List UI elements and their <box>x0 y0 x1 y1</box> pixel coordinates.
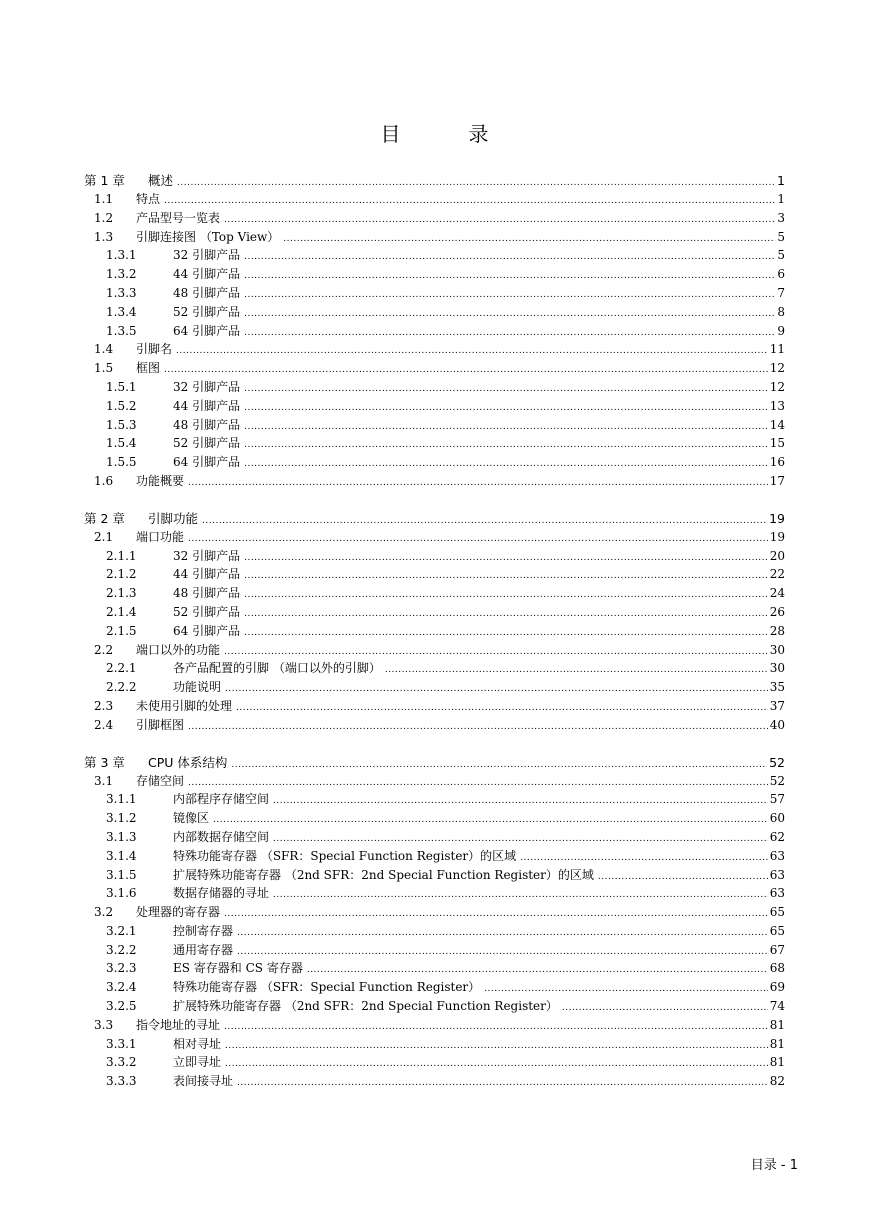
toc-entry-title[interactable]: 立即寻址 <box>173 1055 222 1070</box>
toc-entry-title[interactable]: 52 引脚产品 <box>173 304 241 319</box>
toc-entry-line <box>173 884 785 905</box>
toc-entry-number: 3.1.2 <box>106 811 137 826</box>
toc-entry-line <box>173 1053 785 1074</box>
toc-entry-title[interactable]: 扩展特殊功能寄存器 （2nd SFR：2nd Special Function Register） <box>173 999 558 1014</box>
toc-entry-title[interactable]: 52 引脚产品 <box>173 604 241 619</box>
toc-entry-number: 3.1.1 <box>106 792 137 807</box>
toc-entry-number: 3.3.1 <box>106 1036 137 1051</box>
toc-entry-number: 3.1.4 <box>106 848 137 863</box>
toc-entry-line <box>173 997 785 1018</box>
toc-entry-page-number[interactable]: 63 <box>769 867 785 882</box>
toc-entry-line <box>136 528 785 549</box>
toc-entry-number: 3.2.5 <box>106 999 137 1014</box>
toc-entry-title[interactable]: 功能概要 <box>136 473 185 488</box>
toc-entry-line <box>173 866 785 887</box>
toc-entry-page-number[interactable]: 82 <box>769 1074 785 1089</box>
toc-entry-page-number[interactable]: 35 <box>769 680 785 695</box>
table-of-contents <box>84 171 785 1091</box>
toc-entry-line <box>173 678 785 699</box>
toc-entry-number: 第 2 章 <box>84 510 125 526</box>
toc-entry-line <box>136 697 785 718</box>
toc-entry-line <box>173 1035 785 1056</box>
toc-entry-number: 2.4 <box>94 717 114 732</box>
toc-entry-number: 1.5 <box>94 361 114 376</box>
toc-entry-page-number[interactable]: 20 <box>769 548 785 563</box>
toc-entry-line <box>173 584 785 605</box>
toc-entry-title[interactable]: 表间接寻址 <box>173 1074 234 1089</box>
section-gap <box>84 491 785 509</box>
page-title: 目 录 <box>380 122 513 146</box>
toc-entry[interactable] <box>84 1035 785 1054</box>
toc-entry-number: 1.2 <box>94 210 114 225</box>
toc-entry-line <box>136 209 785 230</box>
toc-entry[interactable] <box>84 378 785 397</box>
toc-entry-title[interactable]: 通用寄存器 <box>173 942 234 957</box>
toc-entry-number: 1.5.2 <box>106 398 137 413</box>
toc-entry-title[interactable]: 未使用引脚的处理 <box>136 698 233 713</box>
toc-entry-line <box>173 378 785 399</box>
page-footer: 目录 - 1 <box>750 1158 798 1173</box>
toc-entry-page-number[interactable]: 52 <box>769 773 785 788</box>
toc-entry-title[interactable]: 44 引脚产品 <box>173 398 241 413</box>
toc-entry-page-number[interactable]: 12 <box>769 361 785 376</box>
toc-entry-title[interactable]: 32 引脚产品 <box>173 248 241 263</box>
toc-entry[interactable] <box>84 528 785 547</box>
toc-entry-number: 2.2.2 <box>106 680 137 695</box>
toc-entry-line <box>173 959 785 980</box>
toc-entry-page-number[interactable]: 19 <box>769 510 785 526</box>
toc-entry[interactable] <box>84 697 785 716</box>
toc-entry-line <box>136 472 785 493</box>
toc-entry[interactable] <box>84 847 785 866</box>
toc-entry-page-number[interactable]: 5 <box>777 248 785 263</box>
toc-entry-number: 2.2.1 <box>106 661 137 676</box>
toc-entry-title[interactable]: 控制寄存器 <box>173 923 234 938</box>
toc-entry-number: 3.1 <box>94 773 114 788</box>
toc-entry-page-number[interactable]: 30 <box>769 642 785 657</box>
toc-entry-number: 3.1.6 <box>106 886 137 901</box>
toc-entry-title[interactable]: 相对寻址 <box>173 1036 222 1051</box>
toc-entry-number: 1.3.1 <box>106 248 137 263</box>
toc-entry-number: 2.1.4 <box>106 604 137 619</box>
toc-entry[interactable] <box>84 978 785 997</box>
toc-entry-page-number[interactable]: 40 <box>769 717 785 732</box>
toc-entry-page-number[interactable]: 9 <box>777 323 785 338</box>
toc-entry-page-number[interactable]: 30 <box>769 661 785 676</box>
toc-entry-number: 3.1.3 <box>106 829 137 844</box>
toc-entry-title[interactable]: 各产品配置的引脚 （端口以外的引脚） <box>173 661 381 676</box>
toc-entry-title[interactable]: 特殊功能寄存器 （SFR：Special Function Register）的区域 <box>173 848 517 863</box>
toc-entry[interactable] <box>84 790 785 809</box>
toc-entry-title[interactable]: 框图 <box>136 361 161 376</box>
toc-entry-line <box>173 978 785 999</box>
toc-entry-number: 2.1.3 <box>106 586 137 601</box>
toc-entry-line <box>173 246 785 267</box>
toc-entry-number: 1.5.5 <box>106 455 137 470</box>
toc-entry-page-number[interactable]: 24 <box>769 586 785 601</box>
toc-entry-title[interactable]: 产品型号一览表 <box>136 210 221 225</box>
toc-entry-page-number[interactable]: 13 <box>769 398 785 413</box>
toc-entry-number: 1.5.1 <box>106 379 137 394</box>
toc-entry-title[interactable]: 引脚框图 <box>136 717 185 732</box>
toc-entry-page-number[interactable]: 74 <box>769 999 785 1014</box>
toc-entry-page-number[interactable]: 37 <box>769 698 785 713</box>
toc-entry[interactable] <box>84 828 785 847</box>
toc-entry-number: 第 3 章 <box>84 754 125 770</box>
toc-entry-line <box>136 772 785 793</box>
toc-entry-number: 1.6 <box>94 473 114 488</box>
toc-entry[interactable] <box>84 453 785 472</box>
toc-entry[interactable] <box>84 959 785 978</box>
toc-entry-title[interactable]: 镜像区 <box>173 811 210 826</box>
toc-entry-page-number[interactable]: 81 <box>769 1017 785 1032</box>
toc-entry-number: 1.3.2 <box>106 267 137 282</box>
toc-entry-title[interactable]: 52 引脚产品 <box>173 436 241 451</box>
toc-entry-line <box>173 847 785 868</box>
toc-entry-number: 3.2.3 <box>106 961 137 976</box>
toc-entry-title[interactable]: 48 引脚产品 <box>173 285 241 300</box>
toc-entry-line <box>173 397 785 418</box>
toc-entry-number: 2.3 <box>94 698 114 713</box>
toc-entry-page-number[interactable]: 15 <box>769 436 785 451</box>
toc-entry[interactable] <box>84 641 785 660</box>
toc-entry-line <box>173 941 785 962</box>
toc-entry[interactable] <box>84 434 785 453</box>
toc-entry-page-number[interactable]: 63 <box>769 848 785 863</box>
toc-entry-page-number[interactable]: 22 <box>769 567 785 582</box>
toc-entry-page-number[interactable]: 65 <box>769 923 785 938</box>
toc-entry-number: 3.2.4 <box>106 980 137 995</box>
toc-entry[interactable] <box>84 809 785 828</box>
toc-entry-page-number[interactable]: 81 <box>769 1036 785 1051</box>
dot-leader <box>188 718 768 737</box>
toc-entry-number: 3.1.5 <box>106 867 137 882</box>
toc-entry[interactable] <box>84 1016 785 1035</box>
toc-entry-page-number[interactable]: 12 <box>769 379 785 394</box>
toc-entry[interactable] <box>84 190 785 209</box>
toc-chapter-entry[interactable] <box>84 509 785 528</box>
toc-entry-title[interactable]: 引脚连接图 （Top View） <box>136 229 280 244</box>
toc-entry-line <box>136 641 785 662</box>
toc-entry-line <box>173 303 785 324</box>
section-gap <box>84 735 785 753</box>
toc-entry-title[interactable]: 处理器的寄存器 <box>136 905 221 920</box>
toc-entry-page-number[interactable]: 17 <box>769 473 785 488</box>
toc-entry-title[interactable]: 32 引脚产品 <box>173 379 241 394</box>
toc-entry-number: 1.5.3 <box>106 417 137 432</box>
toc-entry-title[interactable]: 存储空间 <box>136 773 185 788</box>
toc-entry-page-number[interactable]: 67 <box>769 942 785 957</box>
toc-entry-line <box>173 416 785 437</box>
toc-entry-page-number[interactable]: 7 <box>777 285 785 300</box>
toc-entry-title[interactable]: 64 引脚产品 <box>173 623 241 638</box>
toc-entry-number: 1.4 <box>94 342 114 357</box>
toc-entry-title[interactable]: 端口以外的功能 <box>136 642 221 657</box>
toc-entry-page-number[interactable]: 1 <box>777 192 785 206</box>
toc-entry[interactable] <box>84 340 785 359</box>
toc-entry-title[interactable]: 功能说明 <box>173 680 222 695</box>
toc-entry[interactable] <box>84 866 785 885</box>
toc-entry-number: 3.2.2 <box>106 942 137 957</box>
toc-entry[interactable] <box>84 303 785 322</box>
toc-entry-line <box>173 453 785 474</box>
toc-entry-page-number[interactable]: 5 <box>777 229 785 244</box>
toc-entry-line <box>136 716 785 737</box>
toc-entry-line <box>136 1016 785 1037</box>
toc-entry[interactable] <box>84 1053 785 1072</box>
toc-entry-line <box>173 790 785 811</box>
toc-entry-line <box>136 228 785 249</box>
toc-entry-page-number[interactable]: 68 <box>769 961 785 976</box>
toc-entry-title[interactable]: 44 引脚产品 <box>173 267 241 282</box>
toc-entry-page-number[interactable]: 14 <box>769 417 785 432</box>
toc-entry[interactable] <box>84 941 785 960</box>
toc-entry-page-number[interactable]: 81 <box>769 1055 785 1070</box>
toc-entry-title[interactable]: 32 引脚产品 <box>173 548 241 563</box>
toc-entry-number: 第 1 章 <box>84 173 125 188</box>
toc-entry-title[interactable]: CPU 体系结构 <box>148 754 228 770</box>
toc-entry-page-number[interactable]: 11 <box>769 342 785 357</box>
toc-entry-number: 2.1.5 <box>106 623 137 638</box>
toc-entry[interactable] <box>84 716 785 735</box>
toc-entry-page-number[interactable]: 1 <box>777 173 785 188</box>
toc-entry-title[interactable]: 64 引脚产品 <box>173 323 241 338</box>
toc-entry-title[interactable]: 44 引脚产品 <box>173 567 241 582</box>
toc-entry[interactable] <box>84 678 785 697</box>
toc-entry-page-number[interactable]: 62 <box>769 829 785 844</box>
toc-entry-line <box>173 922 785 943</box>
toc-entry[interactable] <box>84 322 785 341</box>
toc-entry-number: 2.1.2 <box>106 567 137 582</box>
toc-entry[interactable] <box>84 565 785 584</box>
toc-entry[interactable] <box>84 547 785 566</box>
toc-entry-title[interactable]: 数据存储器的寻址 <box>173 886 270 901</box>
toc-entry-title[interactable]: 48 引脚产品 <box>173 417 241 432</box>
toc-entry[interactable] <box>84 265 785 284</box>
toc-entry-title[interactable]: 特点 <box>136 192 161 206</box>
toc-entry-page-number[interactable]: 8 <box>777 304 785 319</box>
toc-entry-line <box>136 903 785 924</box>
toc-entry-number: 1.5.4 <box>106 436 137 451</box>
toc-entry-line <box>173 284 785 305</box>
toc-entry-title[interactable]: 特殊功能寄存器 （SFR：Special Function Register） <box>173 980 481 995</box>
toc-entry-title[interactable]: 内部程序存储空间 <box>173 792 270 807</box>
toc-entry[interactable] <box>84 1072 785 1091</box>
toc-entry-line <box>136 359 785 380</box>
toc-entry-line <box>173 659 785 680</box>
toc-entry-number: 3.3.3 <box>106 1074 137 1089</box>
toc-entry-number: 1.3.4 <box>106 304 137 319</box>
dot-leader <box>237 1074 768 1093</box>
toc-entry-number: 2.2 <box>94 642 114 657</box>
toc-entry[interactable] <box>84 472 785 491</box>
toc-entry[interactable] <box>84 246 785 265</box>
toc-entry-title[interactable]: 内部数据存储空间 <box>173 829 270 844</box>
toc-entry-line <box>136 190 785 211</box>
toc-entry-title[interactable]: 端口功能 <box>136 529 185 544</box>
toc-entry-line <box>173 828 785 849</box>
toc-entry-number: 1.1 <box>94 192 114 206</box>
toc-entry-line <box>173 322 785 343</box>
toc-entry[interactable] <box>84 228 785 247</box>
toc-entry[interactable] <box>84 997 785 1016</box>
toc-entry[interactable] <box>84 884 785 903</box>
toc-entry[interactable] <box>84 359 785 378</box>
toc-entry[interactable] <box>84 284 785 303</box>
toc-entry[interactable] <box>84 416 785 435</box>
toc-entry-number: 2.1.1 <box>106 548 137 563</box>
toc-entry-title[interactable]: 扩展特殊功能寄存器 （2nd SFR：2nd Special Function Register）的区域 <box>173 867 594 882</box>
toc-entry[interactable] <box>84 397 785 416</box>
toc-entry-number: 3.2.1 <box>106 923 137 938</box>
toc-entry-page-number[interactable]: 19 <box>769 529 785 544</box>
toc-entry-number: 3.3.2 <box>106 1055 137 1070</box>
toc-entry[interactable] <box>84 922 785 941</box>
toc-entry-number: 1.3.3 <box>106 285 137 300</box>
toc-entry-page-number[interactable]: 69 <box>769 980 785 995</box>
toc-chapter-entry[interactable] <box>84 171 785 190</box>
toc-entry-number: 3.2 <box>94 905 114 920</box>
toc-entry-page-number[interactable]: 3 <box>777 210 785 225</box>
dot-leader <box>188 474 768 493</box>
toc-entry-number: 1.3 <box>94 229 114 244</box>
toc-entry[interactable] <box>84 659 785 678</box>
toc-entry-title[interactable]: 引脚名 <box>136 342 173 357</box>
toc-entry[interactable] <box>84 622 785 641</box>
toc-entry-page-number[interactable]: 52 <box>769 754 785 770</box>
toc-entry-page-number[interactable]: 57 <box>769 792 785 807</box>
toc-entry-page-number[interactable]: 6 <box>777 267 785 282</box>
toc-entry-number: 2.1 <box>94 529 114 544</box>
toc-entry-number: 3.3 <box>94 1017 114 1032</box>
toc-entry-title[interactable]: 48 引脚产品 <box>173 586 241 601</box>
toc-entry[interactable] <box>84 584 785 603</box>
toc-entry-line <box>173 265 785 286</box>
toc-entry[interactable] <box>84 903 785 922</box>
toc-entry-title[interactable]: 64 引脚产品 <box>173 455 241 470</box>
toc-entry-line <box>136 340 785 361</box>
toc-entry-number: 1.3.5 <box>106 323 137 338</box>
toc-entry-title[interactable]: 概述 <box>148 173 174 188</box>
toc-entry-title[interactable]: 指令地址的寻址 <box>136 1017 221 1032</box>
toc-entry-page-number[interactable]: 65 <box>769 905 785 920</box>
toc-chapter-entry[interactable] <box>84 753 785 772</box>
toc-entry-line <box>173 434 785 455</box>
toc-entry-title[interactable]: ES 寄存器和 CS 寄存器 <box>173 961 303 976</box>
toc-entry-line <box>173 547 785 568</box>
toc-entry-line <box>173 603 785 624</box>
toc-entry[interactable] <box>84 209 785 228</box>
toc-entry-line <box>173 809 785 830</box>
toc-entry-page-number[interactable]: 63 <box>769 886 785 901</box>
toc-entry-page-number[interactable]: 26 <box>769 604 785 619</box>
toc-entry-line <box>173 565 785 586</box>
toc-entry[interactable] <box>84 772 785 791</box>
toc-entry-line <box>173 1072 785 1093</box>
toc-entry-page-number[interactable]: 16 <box>769 455 785 470</box>
toc-entry-title[interactable]: 引脚功能 <box>148 510 199 526</box>
toc-entry-page-number[interactable]: 60 <box>769 811 785 826</box>
toc-entry-page-number[interactable]: 28 <box>769 623 785 638</box>
toc-entry[interactable] <box>84 603 785 622</box>
toc-entry-line <box>173 622 785 643</box>
